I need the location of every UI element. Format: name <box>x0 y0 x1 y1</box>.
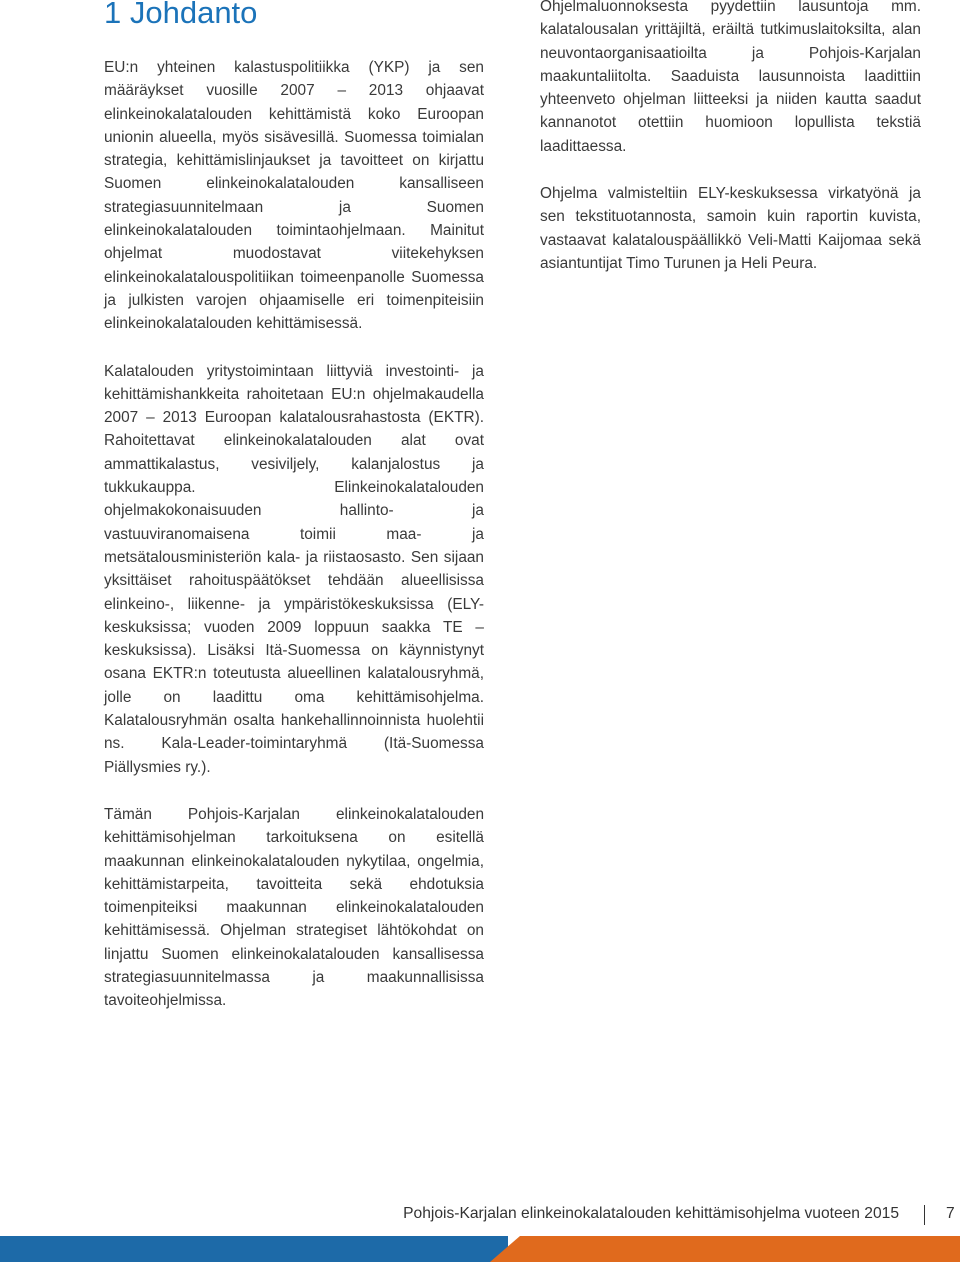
chapter-heading: 1 Johdanto <box>104 0 258 30</box>
left-column <box>104 56 484 1013</box>
authors-paragraph: Ohjelma valmisteltiin ELY-keskuksessa virkatyönä ja sen tekstituotannosta, samoin kuin raportin kuvista, vastaavat kalatalouspäällikkö Veli-Matti Kaijomaa sekä asiantuntijat Timo Turunen ja Heli Peura. <box>540 185 921 272</box>
footer-divider <box>924 1205 925 1225</box>
funding-paragraph: Kalatalouden yritystoimintaan liittyviä investointi- ja kehittämishankkeita rahoitetaan EU:n ohjelmakaudella 2007 – 2013 Euroopan kalatalousrahastosta (EKTR). Rahoitettavat elinkeinokalatalouden alat ovat ammattikalastus, vesiviljely, kalanjalostus ja tukkukauppa. Elinkeinokalatalouden ohjelmakokonaisuuden hallinto- ja vastuuviranomaisena toimii maa- ja metsätalousministeriön kala- ja riistaosasto. Sen sijaan yksittäiset rahoituspäätökset tehdään alueellisissa elinkeino-, liikenne- ja ympäristökeskuksissa (ELY-keskuksissa; vuoden 2009 loppuun saakka TE – keskuksissa). Lisäksi Itä-Suomessa on käynnistynyt osana EKTR:n toteutusta alueellinen kalatalousryhmä, jolle on laadittu oma kehittämisohjelma. Kalatalousryhmän osalta hankehallinnoinnista huolehtii ns. Kala-Leader-toimintaryhmä (Itä-Suomessa Piällysmies ry.). <box>104 362 484 776</box>
bottom-color-band <box>0 1236 960 1262</box>
footer-title: Pohjois-Karjalan elinkeinokalatalouden kehittämisohjelma vuoteen 2015 <box>403 1205 899 1222</box>
intro-paragraph: EU:n yhteinen kalastuspolitiikka (YKP) ja sen määräykset vuosille 2007 – 2013 ohjaavat elinkeinokalatalouden kehittämistä koko Euroopan unionin alueella, myös sisävesillä. Suomessa toimialan strategia, kehittämislinjaukset ja tavoitteet on kirjattu Suomen elinkeinokalatalouden kansalliseen strategiasuunnitelmaan ja Suomen elinkeinokalatalouden toimintaohjelmaan. Mainitut ohjelmat muodostavat viitekehyksen elinkeinokalatalouspolitiikan toimeenpanolle Suomessa ja julkisten varojen ohjaamiselle eri toimenpiteisiin elinkeinokalatalouden kehittämisessä. <box>104 59 484 333</box>
blue-band-segment <box>0 1236 508 1262</box>
purpose-paragraph: Tämän Pohjois-Karjalan elinkeinokalatalouden kehittämisohjelman tarkoituksena on esitellä maakunnan elinkeinokalatalouden nykytilaa, ongelmia, kehittämistarpeita, tavoitteita sekä ehdotuksia toimenpiteiksi maakunnan elinkeinokalatalouden kehittämisessä. Ohjelman strategiset lähtökohdat on linjattu Suomen elinkeinokalatalouden kansallisessa strategiasuunnitelmassa ja maakunnallisissa tavoiteohjelmissa. <box>104 805 484 1010</box>
consultation-paragraph: Ohjelmaluonnoksesta pyydettiin lausuntoja mm. kalatalousalan yrittäjiltä, eräiltä tutkimuslaitoksilta, alan neuvontaorganisaatioilta ja Pohjois-Karjalan maakuntaliitolta. Saaduista lausunnoista laadittiin yhteenveto ohjelman liitteeksi ja niiden kautta saadut kannanotot otettiin huomioon lopullista tekstiä laadittaessa. <box>540 0 921 155</box>
page-number: 7 <box>946 1205 955 1222</box>
right-column <box>540 0 921 275</box>
orange-band-segment <box>490 1236 960 1262</box>
